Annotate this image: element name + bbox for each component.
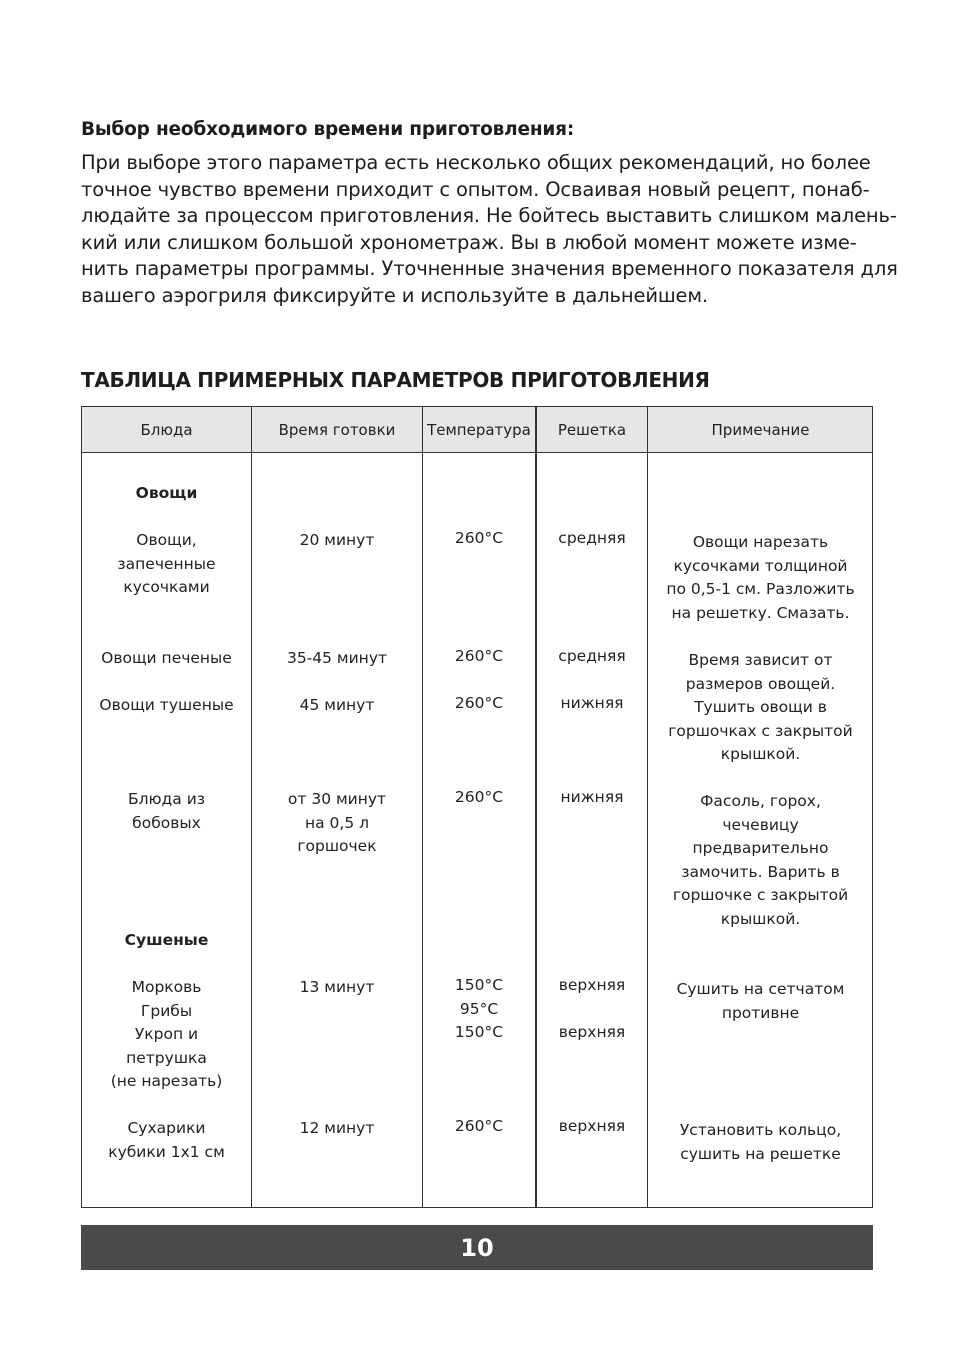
cell-line: Время зависит от (688, 651, 833, 669)
cell-line: горшочках с закрытой (668, 721, 853, 740)
temperature-cell (423, 786, 535, 810)
header-time: Время готовки (278, 420, 396, 439)
cell-line: 95°С (459, 999, 499, 1018)
intro-line: кий или слишком большой хронометраж. Вы в любой момент можете изме- (81, 230, 857, 254)
dish-cell (82, 788, 251, 835)
rack-cell (537, 692, 647, 716)
cell-line: 150°С (454, 976, 504, 994)
cell-line: 260°С (454, 788, 504, 806)
cell-line: Укроп и (134, 1025, 199, 1044)
temperature-cell (423, 974, 535, 1045)
cell-line: Фасоль, горох, (700, 792, 821, 810)
cell-line: Морковь (131, 978, 202, 996)
cell-line: верхняя (558, 976, 626, 994)
cell-line: на решетку. Смазать. (671, 603, 850, 622)
time-cell (252, 529, 422, 553)
cell-line: (не нарезать) (110, 1072, 223, 1091)
cell-line: размеров овощей. (685, 674, 836, 693)
cell-line: верхняя (558, 1023, 626, 1042)
cell-line: 260°С (454, 694, 504, 712)
group-label-vegetables: Овощи (135, 484, 198, 502)
rack-cell (537, 645, 647, 669)
cell-line: 45 минут (299, 696, 375, 714)
note-cell (648, 649, 873, 767)
cell-line: петрушка (126, 1048, 207, 1067)
cell-line: крышкой. (720, 745, 801, 764)
dish-cell (82, 694, 251, 718)
cell-line: 12 минут (299, 1119, 375, 1137)
time-cell (252, 976, 422, 1000)
temperature-cell (423, 1115, 535, 1139)
cell-line: чечевицу (722, 815, 799, 834)
cell-line: Овощи тушеные (99, 696, 234, 714)
cell-line: Грибы (140, 1001, 193, 1020)
cell-line: 150°С (454, 1023, 504, 1042)
cell-line: предварительно (692, 839, 829, 858)
note-cell (648, 531, 873, 625)
cell-line: запеченные (117, 554, 216, 573)
rack-cell (537, 786, 647, 810)
temperature-cell (423, 527, 535, 551)
dish-cell (82, 529, 251, 600)
cell-line: по 0,5-1 см. Разложить (666, 580, 855, 599)
cell-line: кусочками толщиной (673, 556, 848, 575)
rack-cell (537, 1115, 647, 1139)
header-note: Примечание (711, 420, 810, 439)
rack-cell (537, 527, 647, 551)
cell-line: Установить кольцо, (679, 1121, 842, 1139)
cell-line: 260°С (454, 647, 504, 665)
cooking-parameters-table (81, 406, 873, 1208)
time-cell (252, 694, 422, 718)
intro-line: точное чувство времени приходит с опытом. Осваивая новый рецепт, понаб- (81, 177, 870, 201)
cell-line: горшочке с закрытой (672, 886, 849, 905)
cell-line: 20 минут (299, 531, 375, 549)
cell-line: средняя (558, 529, 626, 547)
rack-cell (537, 974, 647, 1045)
page-number: 10 (460, 1233, 494, 1262)
cell-line (537, 998, 647, 1022)
dish-cell (82, 1117, 251, 1164)
cell-line: верхняя (558, 1117, 626, 1135)
dish-cell (82, 647, 251, 671)
note-cell (648, 790, 873, 932)
cell-line: 35-45 минут (286, 649, 388, 667)
intro-line: вашего аэрогриля фиксируйте и используйте в дальнейшем. (81, 283, 709, 307)
intro-line: При выборе этого параметра есть несколько общих рекомендаций, но более (81, 151, 871, 174)
header-rack: Решетка (557, 420, 627, 439)
time-cell (252, 788, 422, 859)
note-cell (648, 978, 873, 1025)
cell-line: крышкой. (720, 909, 801, 928)
cell-line: Овощи, (136, 531, 197, 549)
cell-line: 260°С (454, 529, 504, 547)
cell-line: Овощи печеные (101, 649, 232, 667)
cell-line: Овощи нарезать (692, 533, 829, 551)
time-cell (252, 1117, 422, 1141)
header-dishes: Блюда (140, 420, 193, 439)
cell-line: 13 минут (299, 978, 375, 996)
intro-line: людайте за процессом приготовления. Не бойтесь выставить слишком малень- (81, 204, 897, 228)
table-title: ТАБЛИЦА ПРИМЕРНЫХ ПАРАМЕТРОВ ПРИГОТОВЛЕНИЯ (81, 368, 710, 392)
intro-paragraph (81, 150, 898, 310)
cell-line: нижняя (560, 694, 624, 712)
cell-line: от 30 минут (287, 790, 387, 808)
note-cell (648, 1119, 873, 1166)
section-title: Выбор необходимого времени приготовления: (81, 119, 575, 140)
cell-line: нижняя (560, 788, 624, 806)
header-temperature: Температура (427, 420, 531, 439)
cell-line: Блюда из (127, 790, 206, 808)
cell-line: бобовых (132, 813, 201, 832)
cell-line: кубики 1х1 см (108, 1142, 225, 1161)
cell-line: средняя (558, 647, 626, 665)
cell-line: сушить на решетке (680, 1144, 841, 1163)
cell-line: противне (721, 1003, 800, 1022)
cell-line: замочить. Варить в (681, 862, 840, 881)
page-number-bar (81, 1225, 873, 1270)
time-cell (252, 647, 422, 671)
group-label-dried: Сушеные (124, 931, 209, 949)
cell-line: Тушить овощи в (694, 698, 827, 717)
cell-line: горшочек (297, 837, 377, 856)
cell-line: на 0,5 л (304, 813, 370, 832)
cell-line: Сушить на сетчатом (676, 980, 845, 998)
temperature-cell (423, 692, 535, 716)
temperature-cell (423, 645, 535, 669)
cell-line: 260°С (454, 1117, 504, 1135)
cell-line: Сухарики (127, 1119, 206, 1137)
intro-line: нить параметры программы. Уточненные значения временного показателя для (81, 257, 898, 281)
cell-line: кусочками (123, 578, 210, 597)
dish-cell (82, 976, 251, 1094)
